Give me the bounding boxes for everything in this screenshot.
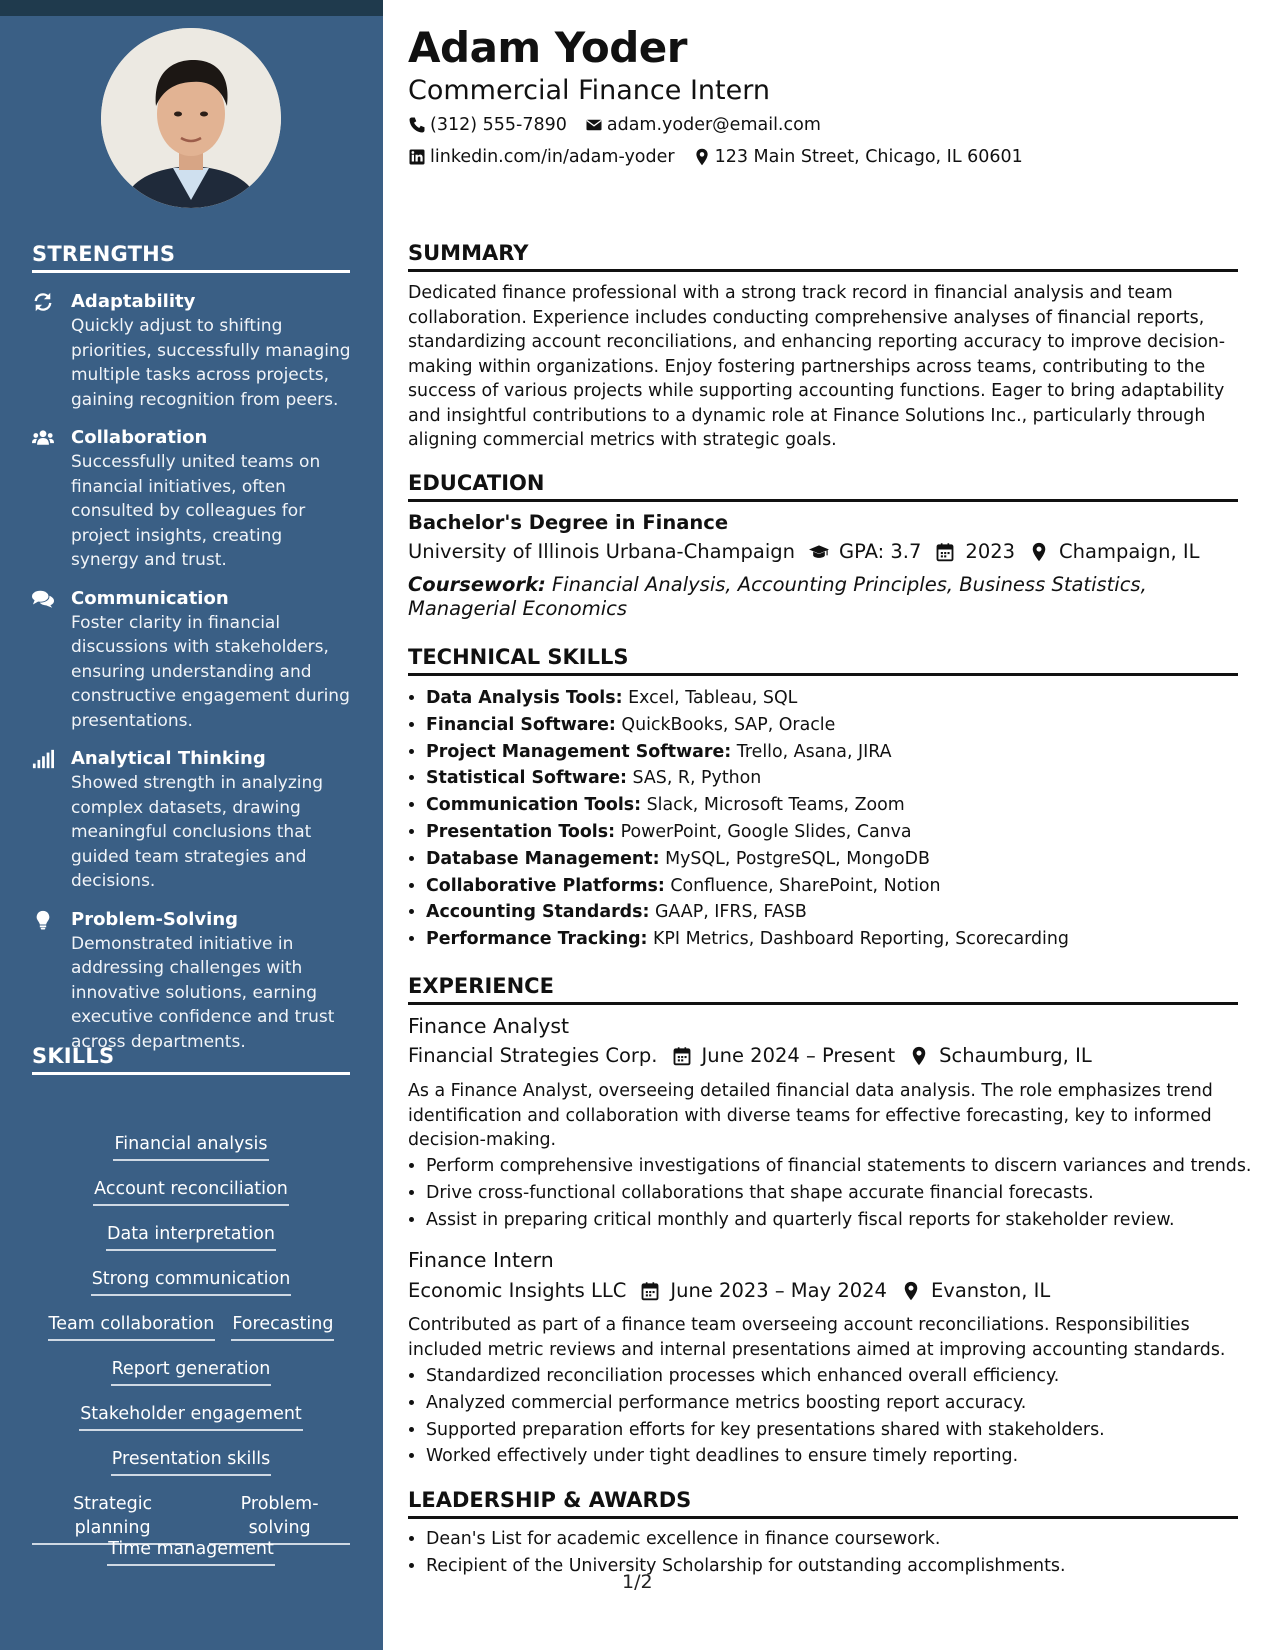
list-item: • Supported preparation efforts for key presentations shared with stakeholders. — [426, 1417, 1256, 1444]
list-item — [426, 899, 1256, 926]
strengths-heading: STRENGTHS — [32, 242, 350, 273]
graduation-cap-icon — [809, 542, 829, 562]
contact-row — [408, 145, 1023, 169]
sidebar — [0, 16, 383, 1650]
page-number: 1/2 — [622, 1571, 653, 1593]
profile-photo — [101, 28, 281, 208]
map-pin-icon — [909, 1046, 929, 1066]
skill-tag: Stakeholder engagement — [79, 1402, 303, 1431]
strength-item — [32, 908, 352, 1055]
strength-item — [32, 290, 352, 412]
list-item: • Analyzed commercial performance metrics boosting report accuracy. — [426, 1390, 1256, 1417]
strength-description: Demonstrated initiative in addressing challenges with innovative solutions, earning executive confidence and trust across departments. — [71, 933, 335, 1052]
skill-tag: Report generation — [111, 1357, 272, 1386]
skill-tag: Time management — [107, 1537, 275, 1566]
refresh-icon — [32, 292, 54, 312]
strength-title: Collaboration — [71, 427, 208, 448]
experience-heading: EXPERIENCE — [408, 973, 1238, 1005]
leadership-list — [408, 1526, 1256, 1580]
degree-title: Bachelor's Degree in Finance — [408, 511, 729, 534]
job-description: Contributed as part of a finance team overseeing account reconciliations. Responsibilities included metric reviews and internal presentations aimed at improving accounting standards. — [408, 1315, 1226, 1360]
map-pin-icon — [693, 148, 711, 166]
job-description: As a Finance Analyst, overseeing detailed financial data analysis. The role emphasizes trend identification and collaboration with diverse teams for effective forecasting, key to informed decision-making. — [408, 1081, 1213, 1150]
skill-category: Project Management Software: — [426, 741, 732, 762]
list-item: • Perform comprehensive investigations of financial statements to discern variances and trends. — [426, 1153, 1256, 1180]
school-name: University of Illinois Urbana-Champaign — [408, 540, 795, 563]
phone-icon — [408, 116, 426, 134]
job-title: Finance Intern — [408, 1248, 554, 1272]
linkedin-contact[interactable] — [408, 145, 675, 169]
phone-number: (312) 555-7890 — [430, 115, 567, 135]
coursework-label: Coursework: — [408, 573, 546, 596]
map-pin-icon — [1029, 542, 1049, 562]
lightbulb-icon — [32, 910, 54, 930]
list-item — [426, 685, 1256, 712]
skill-tag: Strong communication — [91, 1267, 292, 1296]
comments-icon — [32, 589, 54, 609]
school-location: Champaign, IL — [1059, 540, 1200, 563]
education-meta — [408, 539, 1199, 565]
list-item: • Worked effectively under tight deadlines to ensure timely reporting. — [426, 1443, 1256, 1470]
top-accent-bar — [0, 0, 383, 16]
job-bullets — [408, 1363, 1256, 1470]
job-meta — [408, 1278, 1050, 1304]
street-address: 123 Main Street, Chicago, IL 60601 — [714, 147, 1023, 167]
strength-title: Communication — [71, 587, 229, 609]
skill-values: Confluence, SharePoint, Notion — [670, 875, 941, 896]
coursework — [408, 573, 1238, 621]
job-location: Evanston, IL — [930, 1279, 1051, 1302]
portrait-illustration — [101, 28, 281, 208]
skill-tag: Financial analysis — [113, 1132, 268, 1161]
skill-category: Financial Software: — [426, 714, 616, 735]
skills-heading: SKILLS — [32, 1044, 350, 1075]
strength-description: Successfully united teams on financial initiatives, often consulted by colleagues for project insights, creating synergy and trust. — [71, 452, 321, 570]
calendar-icon — [672, 1046, 692, 1066]
skill-category: Accounting Standards: — [426, 902, 650, 923]
skill-tag: Data interpretation — [106, 1222, 276, 1251]
phone-contact[interactable] — [408, 113, 567, 137]
email-contact[interactable] — [585, 113, 821, 137]
strength-item — [32, 587, 352, 734]
company-name: Economic Insights LLC — [408, 1279, 627, 1302]
list-item: • Dean's List for academic excellence in finance coursework. — [426, 1526, 1256, 1553]
coursework-list: Financial Analysis, Accounting Principles, Business Statistics, Managerial Economics — [408, 573, 1147, 620]
skill-tag: Presentation skills — [111, 1447, 271, 1476]
envelope-icon — [585, 116, 603, 134]
skills-list — [32, 1132, 350, 1582]
skill-values: QuickBooks, SAP, Oracle — [621, 714, 836, 735]
list-item: • Standardized reconciliation processes which enhanced overall efficiency. — [426, 1363, 1256, 1390]
skill-values: Excel, Tableau, SQL — [628, 688, 798, 708]
strength-description: Foster clarity in financial discussions with stakeholders, ensuring understanding and constructive engagement during presentations. — [71, 612, 350, 731]
job-bullets — [408, 1153, 1256, 1233]
list-item: • Drive cross-functional collaborations that shape accurate financial forecasts. — [426, 1180, 1256, 1207]
job-title: Finance Analyst — [408, 1014, 570, 1038]
skill-tag: Forecasting — [231, 1312, 334, 1341]
list-item — [426, 819, 1256, 846]
skill-category: Data Analysis Tools: — [426, 688, 623, 708]
skill-category: Statistical Software: — [426, 768, 628, 789]
job-meta — [408, 1043, 1092, 1069]
skill-values: KPI Metrics, Dashboard Reporting, Scorecarding — [653, 929, 1069, 950]
skill-tag: Strategic planning — [32, 1492, 193, 1545]
list-item — [426, 765, 1256, 792]
contact-row — [408, 113, 821, 137]
skill-tag: Account reconciliation — [93, 1177, 289, 1206]
skill-values: PowerPoint, Google Slides, Canva — [620, 821, 912, 842]
skill-category: Presentation Tools: — [426, 821, 616, 842]
list-item — [426, 712, 1256, 739]
company-name: Financial Strategies Corp. — [408, 1044, 658, 1067]
strength-description: Showed strength in analyzing complex datasets, drawing meaningful conclusions that guided team strategies and decisions. — [71, 773, 324, 891]
calendar-icon — [640, 1281, 660, 1301]
address-contact — [693, 145, 1023, 169]
education-heading: EDUCATION — [408, 470, 1238, 502]
skill-values: Slack, Microsoft Teams, Zoom — [646, 795, 905, 816]
list-item — [426, 846, 1256, 873]
summary-text: Dedicated finance professional with a strong track record in financial analysis and team collaboration. Experience includes conducting comprehensive analyses of financial reports, standardizing account reconciliations, and enhancing reporting accuracy to improve decision-making within organizations. Enjoy fostering partnerships across teams, contributing to the success of various projects while supporting accounting functions. Eager to bring adaptability and insightful contributions to a dynamic role at Finance Solutions Inc., particularly through aligning commercial metrics with strategic goals. — [408, 283, 1226, 450]
strength-title: Adaptability — [71, 291, 196, 312]
candidate-name: Adam Yoder — [408, 23, 687, 72]
email-address: adam.yoder@email.com — [606, 115, 821, 135]
strengths-list — [32, 290, 352, 1068]
users-icon — [32, 428, 54, 448]
signal-bars-icon — [32, 749, 54, 769]
strength-description: Quickly adjust to shifting priorities, successfully managing multiple tasks across projects, gaining recognition from peers. — [71, 316, 351, 410]
list-item — [426, 926, 1256, 953]
leadership-heading: LEADERSHIP & AWARDS — [408, 1487, 1238, 1519]
skill-values: SAS, R, Python — [632, 768, 762, 789]
skill-category: Performance Tracking: — [426, 929, 648, 950]
skill-category: Communication Tools: — [426, 795, 642, 816]
strength-title: Analytical Thinking — [71, 748, 266, 769]
job-dates: June 2024 – Present — [701, 1044, 896, 1067]
calendar-icon — [935, 542, 955, 562]
job-dates: June 2023 – May 2024 — [670, 1279, 887, 1302]
skill-values: Trello, Asana, JIRA — [736, 741, 892, 762]
technical-skills-heading: TECHNICAL SKILLS — [408, 644, 1238, 676]
skill-category: Database Management: — [426, 848, 660, 869]
linkedin-icon — [408, 148, 426, 166]
list-item — [426, 739, 1256, 766]
skill-values: MySQL, PostgreSQL, MongoDB — [665, 848, 930, 869]
summary-heading: SUMMARY — [408, 240, 1238, 272]
skill-tag: Team collaboration — [48, 1312, 216, 1341]
list-item: • Recipient of the University Scholarship for outstanding accomplishments. — [426, 1553, 1256, 1580]
list-item — [426, 873, 1256, 900]
linkedin-url: linkedin.com/in/adam-yoder — [430, 147, 675, 167]
list-item — [426, 792, 1256, 819]
list-item: • Assist in preparing critical monthly and quarterly fiscal reports for stakeholder review. — [426, 1207, 1256, 1234]
strength-item — [32, 747, 352, 894]
skill-values: GAAP, IFRS, FASB — [654, 902, 807, 923]
graduation-year: 2023 — [965, 540, 1016, 563]
skill-category: Collaborative Platforms: — [426, 875, 665, 896]
technical-skills-list — [408, 685, 1256, 953]
strength-title: Problem-Solving — [71, 908, 239, 930]
skill-tag: Problem-solving — [209, 1492, 350, 1545]
job-location: Schaumburg, IL — [939, 1044, 1092, 1067]
map-pin-icon — [901, 1281, 921, 1301]
candidate-title: Commercial Finance Intern — [408, 75, 770, 106]
gpa-value: GPA: 3.7 — [839, 540, 922, 563]
strength-item — [32, 426, 352, 573]
